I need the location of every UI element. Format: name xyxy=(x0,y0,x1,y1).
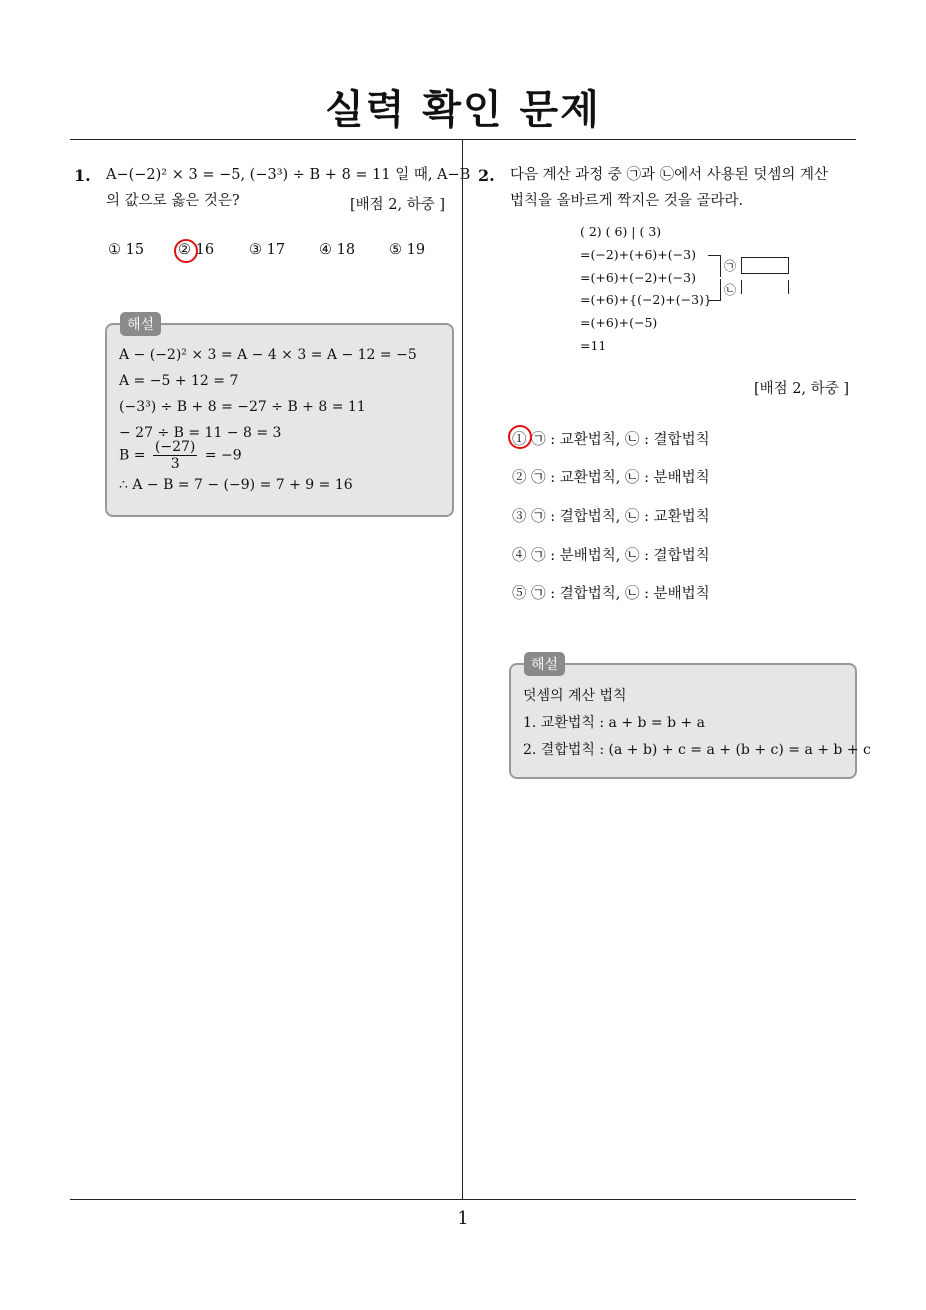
q2-solution-line-2: 1. 교환법칙 : a + b = b + a xyxy=(523,715,706,731)
q2-number: 2. xyxy=(478,166,495,185)
calc-line-4: =(+6)+{(−2)+(−3)} xyxy=(580,292,712,307)
q2-answer-mark xyxy=(508,425,532,449)
page-number: 1 xyxy=(457,1208,469,1229)
fraction xyxy=(153,439,197,472)
frac-rhs: = −9 xyxy=(204,447,242,464)
choice-text: ㉠ : 결합법칙, ㉡ : 분배법칙 xyxy=(531,586,710,602)
calc-line-6: =11 xyxy=(580,338,607,353)
q1-choice-1[interactable] xyxy=(108,242,144,258)
blank-box-a xyxy=(741,257,789,274)
q2-solution-line-3: 2. 결합법칙 : (a + b) + c = a + (b + c) = a + b + c xyxy=(523,742,871,758)
choice-mark: ② xyxy=(178,242,191,258)
choice-value: 15 xyxy=(125,242,145,258)
q1-choice-3[interactable] xyxy=(249,242,285,258)
q1-choice-4[interactable] xyxy=(319,242,355,258)
q1-solution-line-4: − 27 ÷ B = 11 − 8 = 3 xyxy=(119,425,282,441)
q1-text-line1: A−(−2)² × 3 = −5, (−3³) ÷ B + 8 = 11 일 때, A−B xyxy=(106,167,471,183)
calc-line-2: =(−2)+(+6)+(−3) xyxy=(580,247,696,262)
q1-text-line2: 의 값으로 옳은 것은? xyxy=(106,193,240,209)
page-title: 실력 확인 문제 xyxy=(325,87,601,133)
bottom-divider xyxy=(70,1199,856,1200)
frac-numerator: (−27) xyxy=(154,439,196,455)
q2-choice-3[interactable] xyxy=(512,505,710,526)
choice-mark: ② xyxy=(512,470,527,486)
q1-solution-fraction-line xyxy=(119,439,242,472)
q2-choice-4[interactable] xyxy=(512,544,710,565)
choice-mark: ① xyxy=(108,242,121,258)
q1-choice-5[interactable] xyxy=(389,242,425,258)
q1-answer-mark xyxy=(174,239,198,263)
choice-mark: ③ xyxy=(249,242,262,258)
q1-solution-line-3: (−3³) ÷ B + 8 = −27 ÷ B + 8 = 11 xyxy=(119,399,366,415)
choice-value: 18 xyxy=(336,242,356,258)
choice-mark: ③ xyxy=(512,509,527,525)
q2-grade: [배점 2, 하중 ] xyxy=(754,381,850,397)
choice-mark: ④ xyxy=(319,242,332,258)
label-a: ㉠ xyxy=(724,259,737,273)
calc-line-1: ( 2) ( 6) | ( 3) xyxy=(580,224,662,239)
choice-mark: ④ xyxy=(512,548,527,564)
q2-solution-box xyxy=(509,663,871,779)
choice-mark: ⑤ xyxy=(512,586,527,602)
frac-lhs: B = xyxy=(119,447,146,464)
choice-value: 17 xyxy=(266,242,286,258)
q1-solution-line-2: A = −5 + 12 = 7 xyxy=(119,373,239,389)
choice-mark: ① xyxy=(512,432,527,448)
q2-solution-tag: 해설 xyxy=(524,652,565,676)
choice-value: 19 xyxy=(406,242,426,258)
q2-solution-line-1: 덧셈의 계산 법칙 xyxy=(523,688,627,704)
q2-choice-2[interactable] xyxy=(512,466,710,487)
q1-solution-conclusion: ∴ A − B = 7 − (−9) = 7 + 9 = 16 xyxy=(119,477,353,493)
frac-denominator: 3 xyxy=(170,456,180,472)
calc-line-5: =(+6)+(−5) xyxy=(580,315,658,330)
choice-mark: ⑤ xyxy=(389,242,402,258)
bracket-a xyxy=(708,255,721,277)
top-divider xyxy=(70,139,856,140)
q1-number: 1. xyxy=(74,166,91,185)
calc-line-3: =(+6)+(−2)+(−3) xyxy=(580,270,696,285)
blank-box-b xyxy=(741,280,789,294)
label-b: ㉡ xyxy=(724,283,737,297)
q2-choice-5[interactable] xyxy=(512,582,710,603)
q1-grade: [배점 2, 하중 ] xyxy=(350,197,446,213)
column-divider xyxy=(462,140,463,1200)
choice-text: ㉠ : 교환법칙, ㉡ : 결합법칙 xyxy=(531,432,710,448)
q1-solution-box xyxy=(105,323,454,517)
q1-solution-tag: 해설 xyxy=(120,312,161,336)
choice-text: ㉠ : 분배법칙, ㉡ : 결합법칙 xyxy=(531,548,710,564)
choice-value: 16 xyxy=(195,242,215,258)
q2-text-line2: 법칙을 올바르게 짝지은 것을 골라라. xyxy=(510,193,744,209)
q2-text-line1: 다음 계산 과정 중 ㉠과 ㉡에서 사용된 덧셈의 계산 xyxy=(510,167,828,183)
q2-choice-1[interactable] xyxy=(512,428,710,449)
bracket-b xyxy=(708,279,721,301)
choice-text: ㉠ : 결합법칙, ㉡ : 교환법칙 xyxy=(531,509,710,525)
q1-solution-line-1: A − (−2)² × 3 = A − 4 × 3 = A − 12 = −5 xyxy=(119,347,417,363)
choice-text: ㉠ : 교환법칙, ㉡ : 분배법칙 xyxy=(531,470,710,486)
